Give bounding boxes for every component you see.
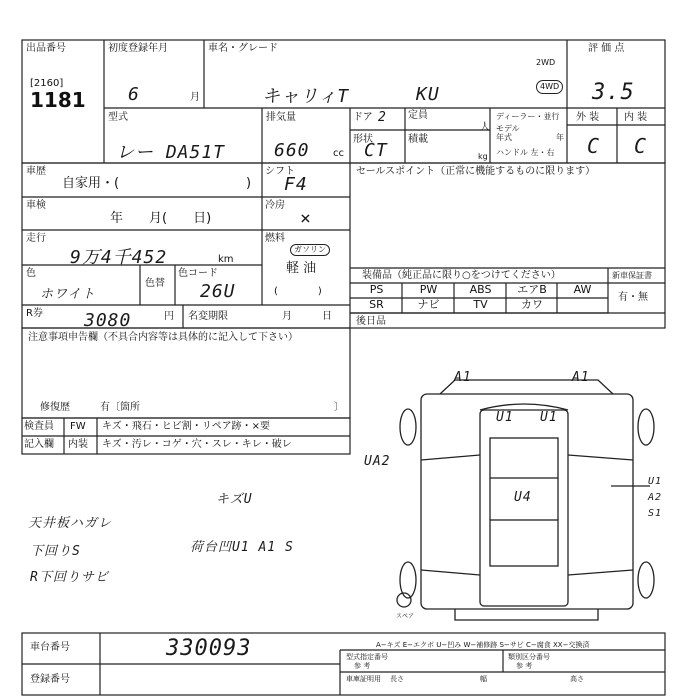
lot-code: [2160] <box>30 78 64 89</box>
category-label: 類別区分番号 <box>508 653 550 661</box>
model: レー DA51T <box>116 142 226 163</box>
entry-label: 記入欄 <box>24 439 54 450</box>
aircon-value: × <box>300 208 312 229</box>
aircon-label: 冷房 <box>265 200 285 211</box>
cc-unit: cc <box>333 148 344 159</box>
equip-ps: PS <box>369 283 384 296</box>
model-label: 型式 <box>108 112 128 123</box>
handle-label: ハンドル 左・右 <box>496 148 555 157</box>
equip-leather: カワ <box>521 298 543 311</box>
warranty-label: 新車保証書 <box>612 271 652 280</box>
equip-aw: AW <box>573 283 592 296</box>
type-cert-ref: 参 考 <box>354 662 371 670</box>
displacement: 660 <box>274 140 310 161</box>
mileage: 9万4千452 <box>70 247 168 268</box>
color-value: ホワイト <box>40 287 96 302</box>
length-label: 長さ <box>390 675 404 683</box>
mark-side-3: S1 <box>648 508 663 519</box>
km-unit: km <box>218 254 234 265</box>
exterior-label: 外 装 <box>576 112 600 123</box>
body-label: 形状 <box>353 134 373 145</box>
spare-note: スペア <box>396 613 415 620</box>
body-shape: CT <box>364 140 388 161</box>
fw-items: キズ・飛石・ヒビ割・リペア跡・×要 <box>102 421 270 432</box>
mark-a1-right: A1 <box>572 370 590 385</box>
model-year-label-1: モデル <box>496 124 520 133</box>
category-ref: 参 考 <box>516 662 533 670</box>
repair-label: 修復歴 <box>40 402 70 413</box>
drive-2wd: 2WD <box>536 58 556 67</box>
equip-tv: TV <box>473 298 488 311</box>
sales-points-title: セールスポイント（正常に機能するものに限ります） <box>356 166 596 177</box>
lot-label: 出品番号 <box>26 43 66 54</box>
doors: 2 <box>378 110 387 125</box>
doors-label: ドア <box>353 112 373 123</box>
fuel-paren: ( ) <box>274 286 322 297</box>
load-label: 積載 <box>408 134 428 145</box>
handwritten-note-bed: 荷台凹U1 A1 S <box>190 540 294 555</box>
fw-label: FW <box>70 421 86 432</box>
color-change-label: 色替 <box>145 278 165 289</box>
mark-side-1: U1 <box>648 476 663 487</box>
handwritten-note-underbody: 下回りS <box>30 544 81 559</box>
score-title: 評 価 点 <box>588 43 625 54</box>
width-label: 幅 <box>480 675 487 683</box>
car-name-label: 車名・グレード <box>208 43 278 54</box>
interior-score: C <box>634 134 648 158</box>
damage-legend: A−キズ E−エクボ U−凹み W−補修跡 S−サビ C−腐食 XX−交換済 <box>376 641 590 649</box>
interior-label: 内 装 <box>624 112 648 123</box>
history-label: 車歴 <box>26 166 46 177</box>
shift-value: F4 <box>284 174 308 195</box>
type-cert-label: 型式指定番号 <box>346 653 388 661</box>
lot-number: 1181 <box>30 88 86 112</box>
history-value: 自家用・( <box>62 176 120 191</box>
inspection-value: 年 月( 日) <box>110 211 212 226</box>
equip-pw: PW <box>419 283 438 296</box>
handwritten-note-scratch: キズU <box>216 492 253 507</box>
handwritten-note-ceiling: 天井板ハガレ <box>28 516 113 531</box>
fuel-label: 燃料 <box>265 233 285 244</box>
capacity-label: 定員 <box>408 110 428 121</box>
history-close: ) <box>246 176 252 191</box>
color-code: 26U <box>200 281 236 302</box>
equip-airbag: エアB <box>517 283 547 296</box>
notes-title: 注意事項申告欄（不具合内容等は具体的に記入して下さい） <box>28 332 298 343</box>
recycle-value: 3080 <box>84 310 132 331</box>
mark-u1-left: U1 <box>496 410 514 425</box>
mark-u1-right: U1 <box>540 410 558 425</box>
person-unit: 人 <box>480 122 490 133</box>
color-label: 色 <box>26 268 36 279</box>
dealer-label: ディーラー・並行 <box>496 112 560 121</box>
equipment-title: 装備品（純正品に限り○をつけてください） <box>362 270 561 281</box>
repair-value: 有〔箇所 <box>100 402 140 413</box>
mark-side-2: A2 <box>648 492 663 503</box>
interior-check-label: 内装 <box>68 439 88 450</box>
shift-label: シフト <box>265 166 295 177</box>
fuel-alt: 軽 油 <box>286 261 317 276</box>
fuel-value: ガソリン <box>290 244 330 256</box>
retrofit-label: 後日品 <box>356 316 386 327</box>
mark-ua2: UA2 <box>364 454 391 469</box>
equip-abs: ABS <box>469 283 492 296</box>
first-reg-month: 6 <box>128 84 140 105</box>
equip-navi: ナビ <box>417 298 440 311</box>
year-unit: 年 <box>556 133 564 142</box>
inspector-label: 検査員 <box>24 421 54 432</box>
overall-score: 3.5 <box>592 80 635 105</box>
height-label: 高さ <box>570 675 584 683</box>
vehicle-cert-label: 車庫証明用 <box>346 675 381 683</box>
first-reg-label: 初度登録年月 <box>108 43 168 54</box>
grade: KU <box>416 84 440 105</box>
chassis-label: 車台番号 <box>30 642 70 653</box>
recycle-label: R券 <box>26 308 43 319</box>
color-code-label: 色コード <box>178 268 218 279</box>
model-year-label-2: 年式 <box>496 133 512 142</box>
repair-close: 〕 <box>334 402 344 413</box>
car-name: キャリィT <box>262 86 350 107</box>
chassis-number: 330093 <box>166 636 252 661</box>
yen-unit: 円 <box>164 311 174 322</box>
mark-u4: U4 <box>514 490 532 505</box>
name-change-value: 月 日 <box>282 311 332 322</box>
registration-label: 登録番号 <box>30 674 70 685</box>
inspection-label: 車検 <box>26 200 46 211</box>
name-change-label: 名変期限 <box>188 311 228 322</box>
mark-a1-left: A1 <box>454 370 472 385</box>
interior-check-items: キズ・汚レ・コゲ・穴・スレ・キレ・破レ <box>102 439 292 450</box>
exterior-score: C <box>587 134 601 158</box>
kg-unit: kg <box>478 152 488 161</box>
mileage-label: 走行 <box>26 233 46 244</box>
month-unit: 月 <box>190 92 200 103</box>
warranty-value: 有・無 <box>618 292 648 303</box>
handwritten-note-rust: R下回りサビ <box>30 570 109 585</box>
displacement-label: 排気量 <box>266 112 296 123</box>
equip-sr: SR <box>369 298 384 311</box>
drive-4wd: 4WD <box>536 80 563 94</box>
